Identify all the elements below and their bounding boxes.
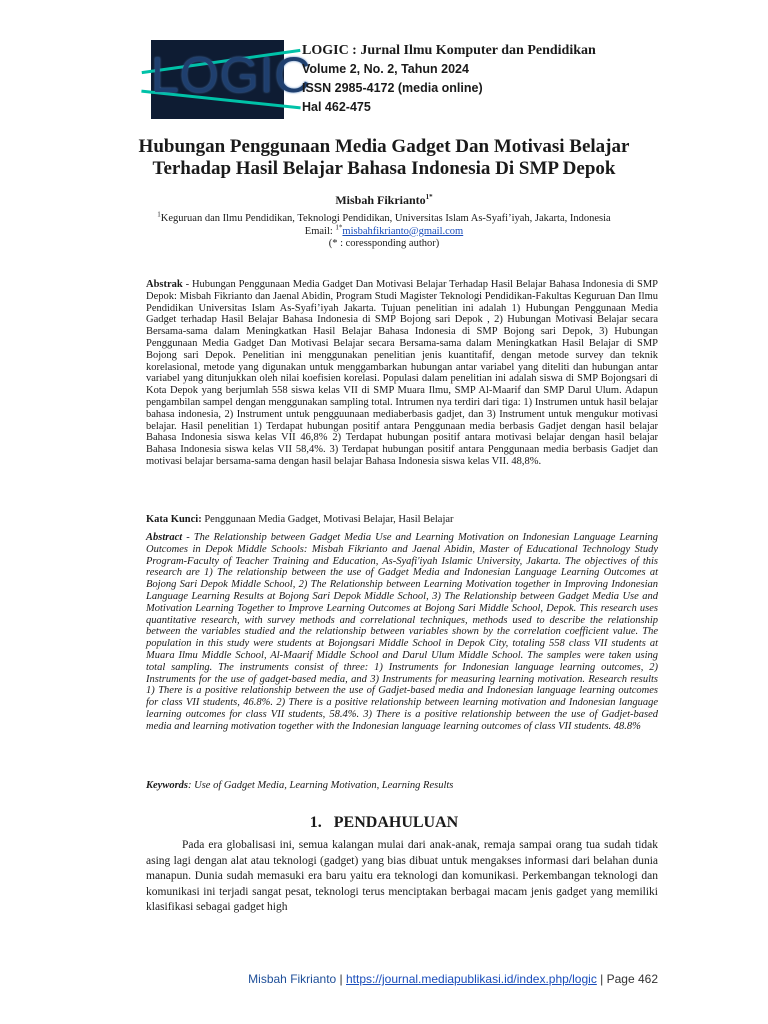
intro-paragraph: Pada era globalisasi ini, semua kalangan mulai dari anak-anak, remaja sampai orang tua sudah tidak asing lagi dengan alat atau teknologi (gadget) yang bias dibuat untuk mengakses informasi dari belahan dunia manapun. Dunia sudah memasuki era baru yaitu era teknologi dan komunikasi. Perkembangan teknologi dan komunikasi ini terjadi sangat pesat, teknologi terus menciptakan berbagai macam jenis gadget yang memiliki klasifikasi sebagai gadget high [146, 839, 658, 913]
abstract-en-label: Abstract [146, 532, 183, 543]
author-name: Misbah Fikrianto [335, 193, 426, 207]
section-title: PENDAHULUAN [333, 814, 459, 831]
email-sup: 1* [335, 223, 343, 231]
journal-pages: Hal 462-475 [302, 100, 371, 114]
page-footer: Misbah Fikrianto | https://journal.mediapublikasi.id/index.php/logic | Page 462 [248, 972, 658, 986]
journal-volume: Volume 2, No. 2, Tahun 2024 [302, 62, 469, 76]
abstract-english [146, 532, 658, 733]
keywords-indonesian [146, 514, 658, 525]
abstract-indonesian [146, 279, 658, 468]
logo-text: LOGIC [151, 47, 312, 103]
author-line [0, 193, 768, 208]
footer-page: | Page 462 [596, 972, 658, 986]
abstract-en-text: - The Relationship between Gadget Media Use and Learning Motivation on Indonesian Language Learning Outcomes in Depok Middle Schools: Misbah Fikrianto and Jaenal Abidin, Master of Educational Technology Study Program-Faculty of Teacher Training and Education, As-Syafi'iyah Islamic University, Jakarta. The objectives of this research are 1) The relationship between the use of Gadget Media and Indonesian Language Learning Outcomes at Bojong Sari Depok Middle School, 2) The Relationship between Learning Motivation together in Improving Indonesian Language Learning Results at Bojong Sari Depok Middle School, 3) The Relationship between Gadget Media Use and Motivation Learning Together to Improve Learning Outcomes at Bojong Sari Middle School, Depok. This research uses quantitative research, with survey methods and correlational techniques, methods used to describe the relationship between the variables studied and the relationship between variables shown by the correlation coefficient value. The population in this study were students at Bojongsari Middle School in Depok City, totaling 558 class VII students at Muara Ilmu Middle School, Al-Maarif Middle School and Darul Ulum Middle School. The samples were taken using total sampling. The instruments consist of three: 1) Instruments for Indonesian language learning outcomes, 2) Instruments for the use of gadget-based media, and 3) Instruments for measuring learning motivation. Research results 1) There is a positive relationship between the use of Gadjet-based media and Indonesian language learning outcomes for class VII students, 46.8%. 2) There is a positive relationship between learning motivation and Indonesian language learning outcomes for class VII students, 58.4%. 3) There is a positive relationship between the use of Gadjet-based media and learning motivation together with the Indonesian language learning outcomes of class VII students. 48.8% [146, 532, 658, 732]
journal-header [302, 41, 596, 117]
journal-name: LOGIC : Jurnal Ilmu Komputer dan Pendidikan [302, 43, 596, 58]
paper-title: Hubungan Penggunaan Media Gadget Dan Motivasi Belajar Terhadap Hasil Belajar Bahasa Indonesia Di SMP Depok [138, 136, 630, 179]
affiliation-block [0, 210, 768, 251]
abstract-label: Abstrak [146, 279, 183, 290]
footer-journal-link[interactable]: https://journal.mediapublikasi.id/index.php/logic [346, 972, 597, 986]
keywords-english [146, 780, 658, 791]
corresponding-note: (* : coressponding author) [328, 238, 440, 249]
email-link[interactable]: misbahfikrianto@gmail.com [342, 225, 464, 237]
section-number: 1. [309, 814, 322, 831]
author-sup: 1* [425, 193, 433, 201]
section-heading [0, 814, 768, 832]
journal-logo [151, 40, 312, 119]
keywords-en-text: : Use of Gadget Media, Learning Motivation, Learning Results [188, 780, 454, 791]
keywords-text: Penggunaan Media Gadget, Motivasi Belajar, Hasil Belajar [201, 514, 454, 525]
keywords-label: Kata Kunci: [146, 514, 202, 525]
footer-author: Misbah Fikrianto [248, 972, 337, 986]
keywords-en-label: Keywords [146, 780, 188, 791]
email-line: Email: $^{1*}$misbahfikrianto@gmail.com [304, 223, 464, 237]
abstract-text: - Hubungan Penggunaan Media Gadget Dan Motivasi Belajar Terhadap Hasil Belajar Bahasa Indonesia di SMP Depok: Misbah Fikrianto dan Jaenal Abidin, Program Studi Magister Teknologi Pendidikan-Fakultas Keguruan Dan Ilmu Pendidikan Universitas Islam As-Syafi’iyah Jakarta. Tujuan penelitian ini adalah 1) Hubungan Penggunaan Media Gadget terhadap Hasil Belajar Bahasa Indonesia di SMP Bojong sari Depok , 2) Hubungan Motivasi Belajar secara Bersama-sama dalam Meningkatkan Hasil Belajar Bahasa Indonesia di SMP Bojong sari Depok, 3) Hubungan Penggunaan Media Gadget Dan Motivasi Belajar secara Bersama-sama dalam Meningkatkan Hasil Belajar di SMP Bojong sari Depok. Penelitian ini menggunakan penelitian jenis kuantitafif, dengan metode survey dan teknik korelasional, metode yang digunakan untuk menggambarkan hubungan antar variabel yang diteliti dan hubungan antar variabel yang ditunjukkan oleh nilai koefisien korelasi. Populasi dalam penelitian ini adalah siswa di SMP Bojongsari di Kota Depok yang berjumlah 558 siswa kelas VII di SMP Muara Ilmu, SMP Al-Maarif dan SMP Darul Ulum. Adapun pengambilan sampel dengan menggunakan sampling total. Intrumen nya terdiri dari tiga: 1) Instrumen untuk hasil belajar bahasa indonesia, 2) Instrument untuk pengguunaan mediaberbasis gadjet, dan 3) Instrument untuk mengukur motivasi belajar. Hasil penelitian 1) Terdapat hubungan positif antara Penggunaan media berbasis Gadjet dengan hasil belajar Bahasa Indonesia siswa kelas VII 46,8% 2) Terdapat hubungan positif antara motivasi belajar dengan hasil belajar Bahasa Indonesia siswa kelas VII 58,4%. 3) Terdapat hubungan positif antara Penggunaan media berbasis Gadjet dan motivasi belajar bersama-sama dengan hasil belajar Bahasa Indonesia siswa kelas VII. 48,8%. [146, 279, 658, 467]
journal-issn: ISSN 2985-4172 (media online) [302, 81, 483, 95]
affiliation: $^1$Keguruan dan Ilmu Pendidikan, Teknologi Pendidikan, Universitas Islam As-Syafi’iyah, Jakarta, Indonesia [157, 210, 611, 224]
affiliation-sup: 1 [157, 210, 161, 219]
